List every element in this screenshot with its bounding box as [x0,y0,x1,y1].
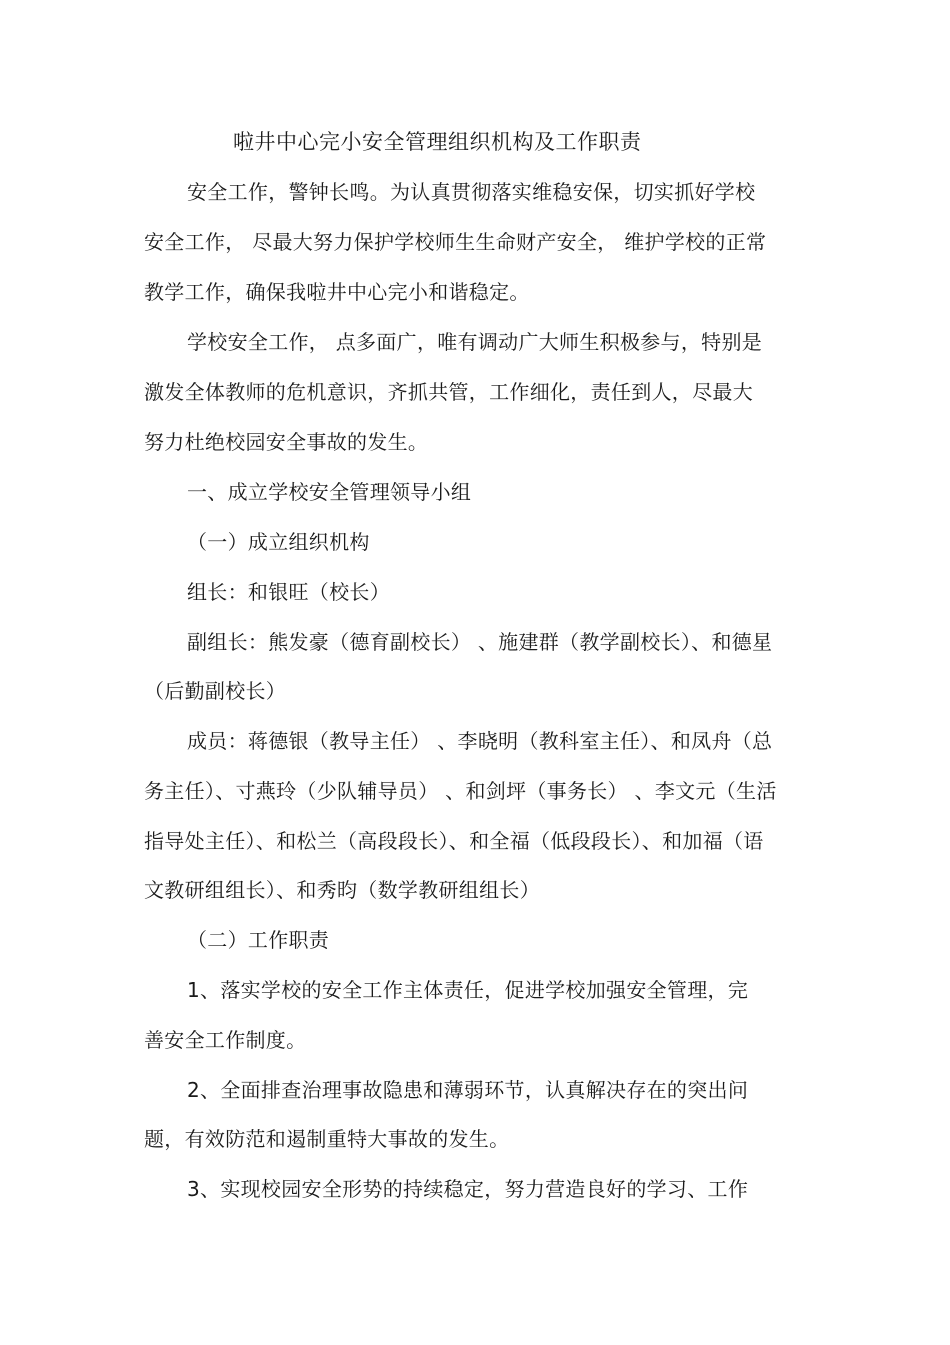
paragraph-line: 题，有效防范和遏制重特大事故的发生。 [144,1127,510,1151]
paragraph-line: 指导处主任）、和松兰（高段段长）、和全福（低段段长）、和加福（语 [144,829,764,853]
paragraph-line: 文教研组组长）、和秀昀（数学教研组组长） [144,878,540,902]
paragraph-line: 1、落实学校的安全工作主体责任，促进学校加强安全管理，完 [187,978,749,1002]
paragraph-line: 组长：和银旺（校长） [187,580,390,604]
paragraph-line: 安全工作， 尽最大努力保护学校师生生命财产安全， 维护学校的正常 [144,230,767,254]
section-heading: 一、成立学校安全管理领导小组 [187,480,472,504]
page-title: 啦井中心完小安全管理组织机构及工作职责 [233,130,642,154]
paragraph-line: 激发全体教师的危机意识，齐抓共管，工作细化，责任到人，尽最大 [144,380,753,404]
paragraph-line: 副组长：熊发豪（德育副校长） 、施建群（教学副校长）、和德星 [187,630,773,654]
paragraph-line: 务主任）、寸燕玲（少队辅导员） 、和剑坪（事务长） 、李文元（生活 [144,779,777,803]
paragraph-line: 学校安全工作， 点多面广，唯有调动广大师生积极参与，特别是 [187,330,763,354]
paragraph-line: 善安全工作制度。 [144,1028,307,1052]
paragraph-line: 成员：蒋德银（教导主任） 、李晓明（教科室主任）、和凤舟（总 [187,729,773,753]
paragraph-line: 努力杜绝校园安全事故的发生。 [144,430,429,454]
subsection-heading: （二）工作职责 [187,928,330,952]
paragraph-line: 安全工作，警钟长鸣。为认真贯彻落实维稳安保，切实抓好学校 [187,180,756,204]
paragraph-line: （后勤副校长） [144,679,287,703]
paragraph-line: 教学工作，确保我啦井中心完小和谐稳定。 [144,280,530,304]
subsection-heading: （一）成立组织机构 [187,530,370,554]
paragraph-line: 2、全面排查治理事故隐患和薄弱环节，认真解决存在的突出问 [187,1078,749,1102]
paragraph-line: 3、实现校园安全形势的持续稳定，努力营造良好的学习、工作 [187,1177,749,1201]
